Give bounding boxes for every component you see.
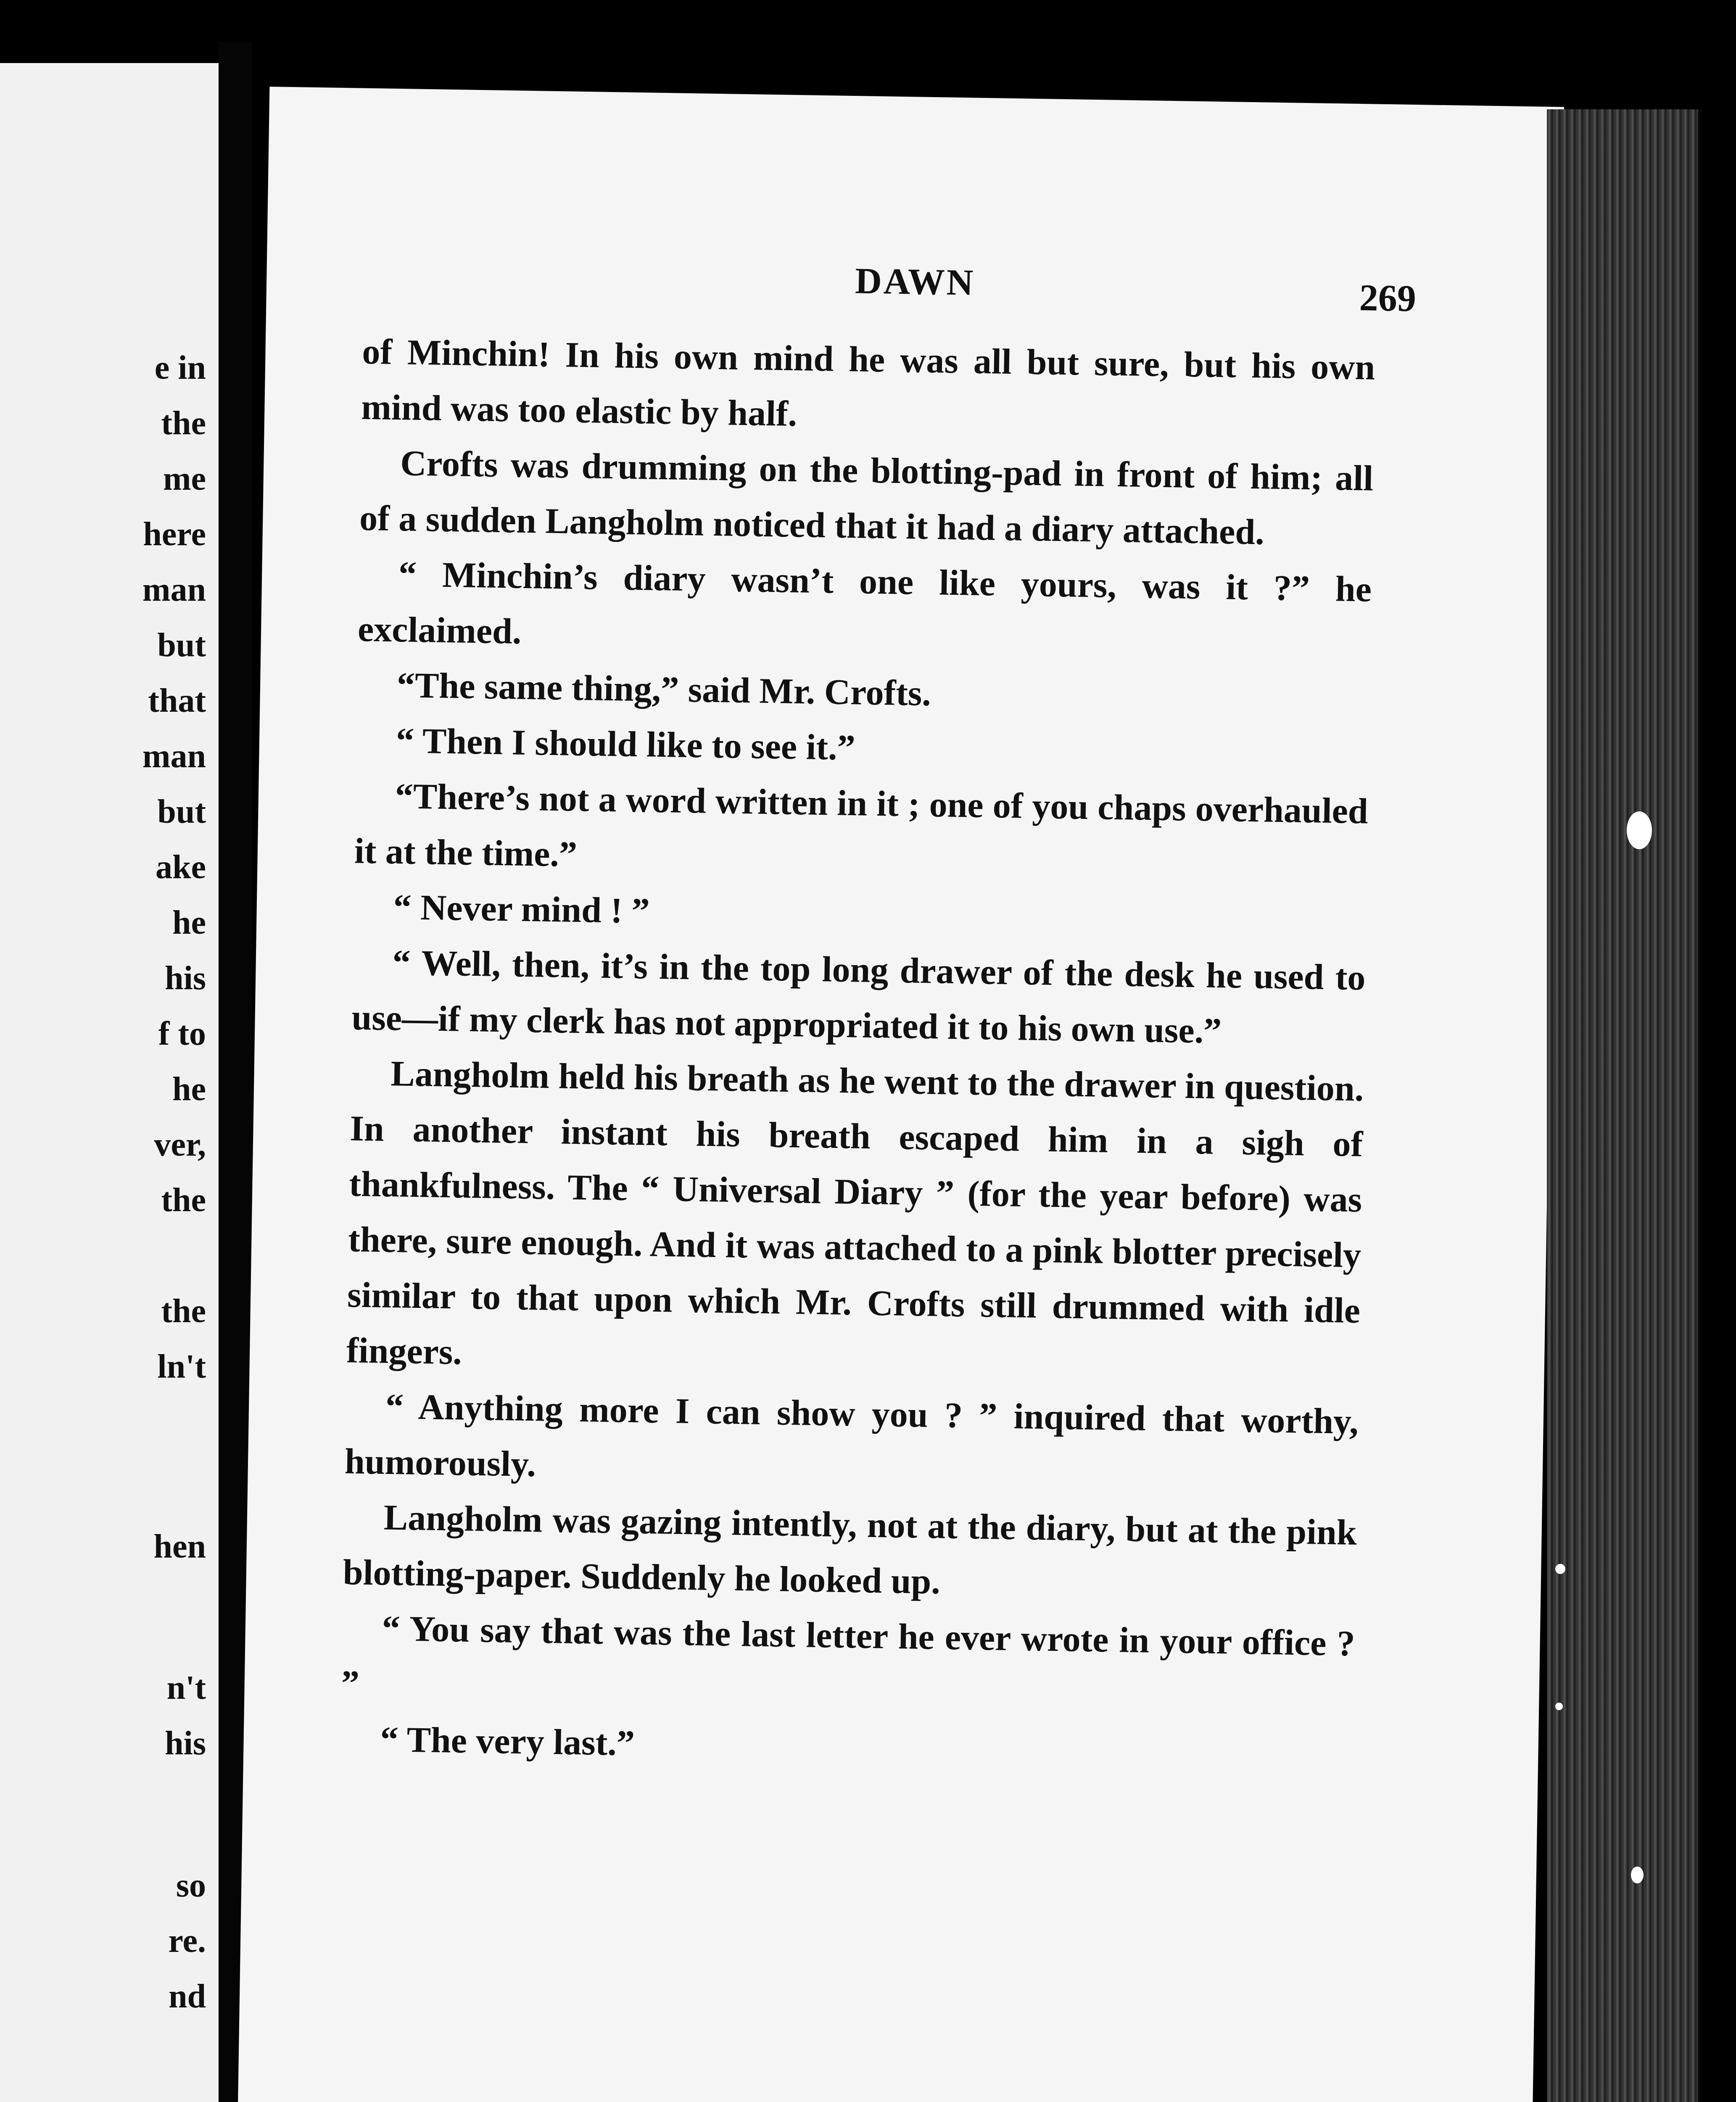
left-page-fragment: the xyxy=(161,405,206,442)
left-page-fragment: man xyxy=(142,738,206,775)
paragraph: “ You say that was the last letter he ever wrote in your office ? ” xyxy=(341,1608,1356,1703)
left-page-fragment: the xyxy=(161,1182,206,1219)
left-page-fragment: e in xyxy=(154,349,206,386)
left-page-fragment: but xyxy=(157,793,206,830)
left-page-fragment: ake xyxy=(156,849,206,886)
left-page-fragment: he xyxy=(172,904,206,941)
scan-border xyxy=(1698,84,1736,2102)
left-page-fragment: hen xyxy=(153,1528,206,1565)
paragraph: “ Then I should like to see it.” xyxy=(396,720,856,768)
paragraph: “ Minchin’s diary wasn’t one like yours, was it ?” he exclaimed. xyxy=(357,554,1372,652)
paragraph: of Minchin! In his own mind he was all but sure, but his own mind was too elastic by half. xyxy=(361,331,1376,434)
running-head: DAWN xyxy=(855,261,975,304)
left-page-fragment: his xyxy=(165,1725,206,1762)
paragraph: Crofts was drumming on the blotting-pad in front of him; all of a sudden Langholm noticed that it had a diary attached. xyxy=(359,443,1374,552)
left-page-fragment: he xyxy=(172,1071,206,1108)
left-page-fragment: but xyxy=(157,627,206,664)
paragraph: Langholm was gazing intently, not at the diary, but at the pink blotting-paper. Suddenly he looked up. xyxy=(343,1497,1357,1602)
dust-speck xyxy=(1555,1703,1563,1710)
paragraph: “ Never mind ! ” xyxy=(393,887,650,931)
left-page-fragment: man xyxy=(142,571,206,608)
dust-speck xyxy=(1627,811,1652,849)
left-page-fragment: his xyxy=(165,960,206,997)
left-page-fragment: the xyxy=(161,1293,206,1330)
left-page-fragment: n't xyxy=(166,1669,206,1706)
left-page-fragment: ver, xyxy=(154,1126,206,1163)
left-facing-page xyxy=(0,63,219,2102)
left-page-fragment: ln't xyxy=(157,1348,206,1385)
page-number: 269 xyxy=(1359,277,1417,320)
left-page-fragment: me xyxy=(163,460,206,497)
paragraph: “ Anything more I can show you ? ” inquired that worthy, humorously. xyxy=(344,1386,1359,1484)
page-body xyxy=(340,324,1376,1782)
left-page-fragment: re. xyxy=(168,1922,206,1959)
left-page-fragment: f to xyxy=(158,1015,206,1052)
book-page xyxy=(235,87,1564,2102)
dust-speck xyxy=(1631,1867,1644,1883)
page-fore-edge xyxy=(1547,109,1698,2102)
dust-speck xyxy=(1555,1564,1565,1574)
paragraph: “There’s not a word written in it ; one of you chaps overhauled it at the time.” xyxy=(354,776,1369,874)
left-page-fragment: here xyxy=(143,516,206,553)
left-page-fragment: that xyxy=(148,682,206,719)
paragraph: “ Well, then, it’s in the top long drawer of the desk he used to use—if my clerk has not appropriated it to his own use.” xyxy=(351,942,1366,1051)
paragraph: “The same thing,” said Mr. Crofts. xyxy=(396,665,931,714)
left-page-fragment: nd xyxy=(169,1978,206,2015)
paragraph: “ The very last.” xyxy=(380,1719,635,1764)
paragraph: Langholm held his breath as he went to the drawer in question. In another instant his breath escaped him in a sigh of thankfulness. The “ Universal Diary ” (for the year before) was there, sure enough. And it was attached to a pink blotter precisely similar to that upon which Mr. Crofts still drummed with idle fingers. xyxy=(346,1053,1364,1372)
left-page-fragment: so xyxy=(176,1867,206,1904)
